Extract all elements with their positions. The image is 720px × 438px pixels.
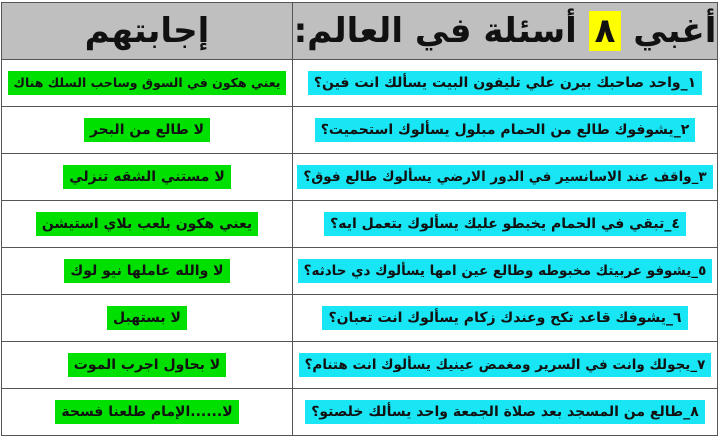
- table-row: [2, 154, 718, 201]
- answer-cell: [2, 60, 293, 107]
- table-row: [2, 248, 718, 295]
- question-cell: [293, 201, 718, 248]
- title-prefix: أغبي: [633, 11, 717, 51]
- question-text: ٨_طالع من المسجد بعد صلاة الجمعة واحد يسألك خلصتو؟: [305, 400, 704, 424]
- answer-text: يعني هكون بلعب بلاي استيشن: [36, 212, 258, 236]
- question-text: ٢_يشوفوك طالع من الحمام مبلول يسألوك استحميت؟: [315, 118, 696, 142]
- questions-header-cell: [293, 3, 718, 60]
- answer-text: يعني هكون في السوق وساحب السلك هناك: [8, 71, 287, 95]
- question-cell: [293, 295, 718, 342]
- table-row: [2, 201, 718, 248]
- answer-text: لا طالع من البحر: [84, 118, 210, 142]
- question-text: ٧_يجولك وانت في السرير ومغمض عينيك يسألوك انت هتنام؟: [299, 353, 712, 377]
- title-suffix: أسئلة في العالم:: [293, 11, 577, 51]
- header-row: [2, 3, 718, 60]
- question-cell: [293, 60, 718, 107]
- answer-text: لا......الإمام طلعنا فسحة: [55, 400, 238, 424]
- answer-cell: [2, 107, 293, 154]
- answer-cell: [2, 248, 293, 295]
- question-cell: [293, 107, 718, 154]
- question-text: ١_واحد صاحبك بيرن علي تليفون البيت يسألك انت فين؟: [308, 71, 702, 95]
- answer-cell: [2, 389, 293, 436]
- question-cell: [293, 342, 718, 389]
- question-cell: [293, 248, 718, 295]
- table-row: [2, 342, 718, 389]
- answer-text: لا والله عاملها نيو لوك: [64, 259, 229, 283]
- answer-cell: [2, 295, 293, 342]
- answer-text: لا بستهبل: [107, 306, 187, 330]
- table-row: [2, 389, 718, 436]
- question-text: ٥_يشوفو عربيتك مخبوطه وطالع عين امها يسألوك دي حادثه؟: [298, 259, 713, 283]
- answer-cell: [2, 154, 293, 201]
- answer-cell: [2, 342, 293, 389]
- question-cell: [293, 154, 718, 201]
- questions-header-title: [294, 11, 717, 51]
- question-text: ٣_واقف عند الاسانسير في الدور الارضي يسألوك طالع فوق؟: [297, 165, 712, 189]
- table-row: [2, 60, 718, 107]
- question-text: ٤_تبقي في الحمام يخبطو عليك يسألوك بتعمل ايه؟: [324, 212, 686, 236]
- answer-cell: [2, 201, 293, 248]
- table-row: [2, 295, 718, 342]
- title-number-badge: ٨: [589, 11, 622, 51]
- question-cell: [293, 389, 718, 436]
- answer-text: لا بحاول اجرب الموت: [68, 353, 226, 377]
- answers-header-title: إجابتهم: [84, 11, 210, 51]
- table-row: [2, 107, 718, 154]
- questions-answers-table: [1, 2, 718, 436]
- answer-text: لا مستني الشقه تنزلي: [63, 165, 231, 189]
- question-text: ٦_يشوفك قاعد تكح وعندك زكام يسألوك انت تعبان؟: [322, 306, 687, 330]
- answers-header-cell: [2, 3, 293, 60]
